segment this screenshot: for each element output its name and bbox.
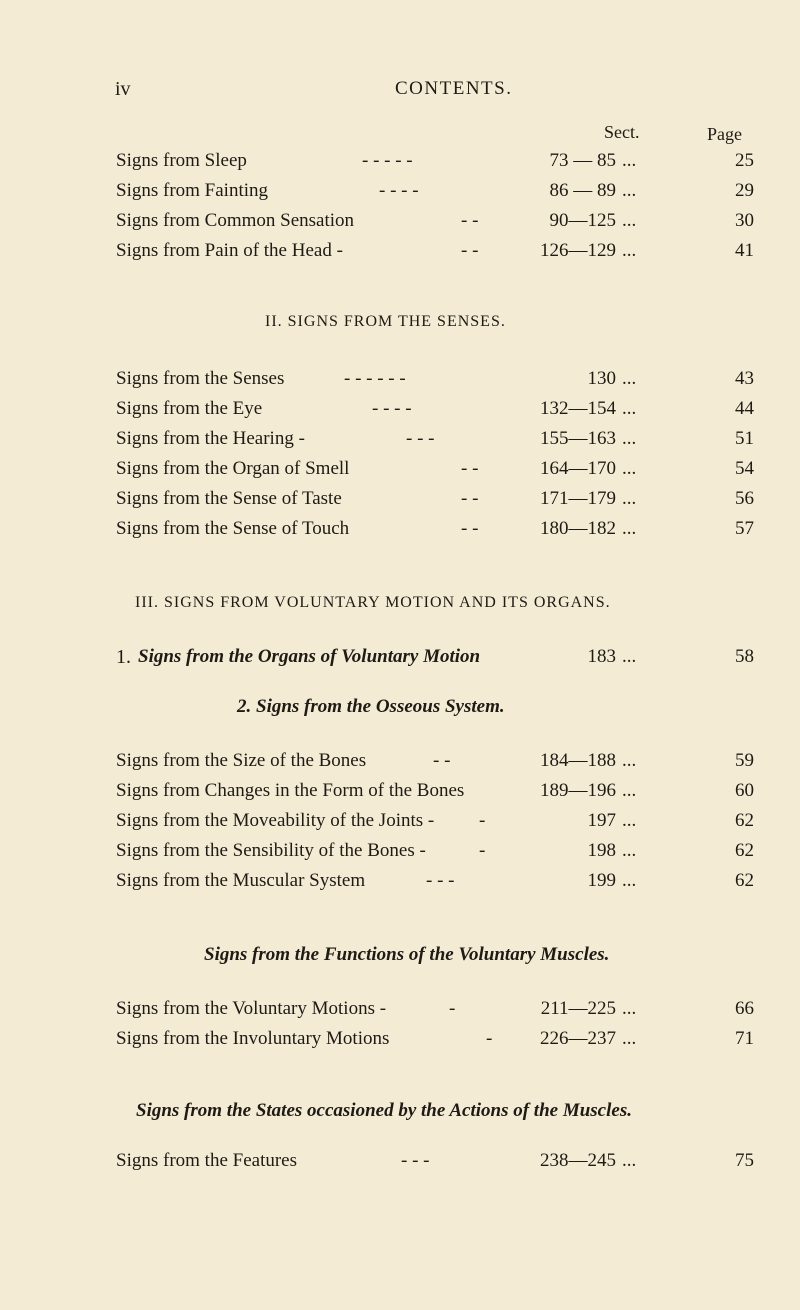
entry-leader: ...: [622, 488, 637, 509]
entry-dashes: - - - -: [379, 180, 419, 201]
entry-page: 58: [735, 646, 754, 667]
entry-sect: 184—188: [540, 750, 616, 771]
entry-leader: ...: [622, 1150, 637, 1171]
entry-dashes: - - -: [426, 870, 455, 891]
toc-entry: [116, 180, 756, 210]
entry-title: Signs from the Sensibility of the Bones -: [116, 840, 426, 861]
entry-sect: 73 — 85: [549, 150, 616, 171]
entry-page: 57: [735, 518, 754, 539]
entry-leader: ...: [622, 428, 637, 449]
toc-entry: [116, 810, 756, 840]
entry-dashes: - - - - - -: [344, 368, 406, 389]
entry-sect: 132—154: [540, 398, 616, 419]
section-heading: II. SIGNS FROM THE SENSES.: [265, 313, 506, 330]
entry-leader: ...: [622, 998, 637, 1019]
toc-entry: [116, 840, 756, 870]
entry-leader: ...: [622, 750, 637, 771]
toc-entry: [116, 150, 756, 180]
entry-dashes: - -: [461, 240, 479, 261]
toc-entry: [116, 488, 756, 518]
entry-sect: 86 — 89: [549, 180, 616, 201]
entry-page: 59: [735, 750, 754, 771]
toc-entry: [116, 398, 756, 428]
entry-page: 56: [735, 488, 754, 509]
entry-page: 62: [735, 810, 754, 831]
entry-leader: ...: [622, 398, 637, 419]
entry-dashes: - -: [461, 488, 479, 509]
entry-sect: 198: [587, 840, 616, 861]
page-column-head: Page: [707, 124, 742, 144]
entry-sect: 130: [587, 368, 616, 389]
entry-title: Signs from the Organ of Smell: [116, 458, 350, 479]
entry-sect: 183: [587, 646, 616, 667]
entry-title: Signs from Common Sensation: [116, 210, 355, 231]
running-head: CONTENTS.: [395, 78, 513, 99]
entry-sect: 197: [587, 810, 616, 831]
entry-page: 25: [735, 150, 754, 171]
entry-leader: ...: [622, 180, 637, 201]
toc-entry: [116, 1150, 756, 1180]
toc-entry: [116, 518, 756, 548]
entry-page: 60: [735, 780, 754, 801]
entry-dashes: - -: [433, 750, 451, 771]
entry-title: Signs from the Muscular System: [116, 870, 366, 891]
subsection-heading: 2. Signs from the Osseous System.: [237, 696, 505, 717]
entry-leader: ...: [622, 1028, 637, 1049]
entry-leader: ...: [622, 870, 637, 891]
entry-page: 44: [735, 398, 754, 419]
entry-dashes: -: [479, 840, 486, 861]
entry-sect: 90—125: [549, 210, 616, 231]
entry-leader: ...: [622, 210, 637, 231]
entry-title: Signs from the Eye: [116, 398, 263, 419]
entry-page: 41: [735, 240, 754, 261]
entry-leader: ...: [622, 646, 637, 667]
toc-entry: [116, 240, 756, 270]
entry-page: 54: [735, 458, 754, 479]
entry-leader: ...: [622, 810, 637, 831]
entry-title: Signs from the Size of the Bones: [116, 750, 367, 771]
entry-dashes: - - -: [406, 428, 435, 449]
entry-sect: 211—225: [540, 998, 616, 1019]
entry-title: Signs from Pain of the Head -: [116, 240, 343, 261]
entry-dashes: - -: [461, 210, 479, 231]
subsection-heading: Signs from the Functions of the Voluntary Muscles.: [204, 944, 610, 965]
entry-page: 51: [735, 428, 754, 449]
entry-number: 1.: [116, 646, 131, 668]
entry-title: Signs from the Involuntary Motions: [116, 1028, 390, 1049]
entry-title: Signs from the Voluntary Motions -: [116, 998, 387, 1019]
entry-leader: ...: [622, 840, 637, 861]
entry-title: Signs from the Hearing -: [116, 428, 305, 449]
entry-page: 75: [735, 1150, 754, 1171]
toc-entry: [116, 998, 756, 1028]
entry-dashes: - -: [461, 518, 479, 539]
toc-entry: [116, 750, 756, 780]
toc-entry: [116, 428, 756, 458]
entry-leader: ...: [622, 458, 637, 479]
entry-title: Signs from Changes in the Form of the Bones: [116, 780, 465, 801]
toc-entry: [116, 368, 756, 398]
entry-sect: 189—196: [540, 780, 616, 801]
entry-sect: 164—170: [540, 458, 616, 479]
entry-page: 43: [735, 368, 754, 389]
entry-title: Signs from the Moveability of the Joints -: [116, 810, 435, 831]
toc-entry: [116, 870, 756, 900]
entry-sect: 238—245: [540, 1150, 616, 1171]
entry-page: 66: [735, 998, 754, 1019]
entry-title: Signs from the Features: [116, 1150, 298, 1171]
entry-page: 71: [735, 1028, 754, 1049]
page-number: iv: [115, 78, 131, 100]
entry-sect: 155—163: [540, 428, 616, 449]
entry-dashes: - -: [461, 458, 479, 479]
entry-title: Signs from the Senses: [116, 368, 285, 389]
entry-sect: 126—129: [540, 240, 616, 261]
entry-sect: 171—179: [540, 488, 616, 509]
entry-page: 62: [735, 870, 754, 891]
entry-leader: ...: [622, 518, 637, 539]
entry-leader: ...: [622, 150, 637, 171]
entry-dashes: -: [449, 998, 456, 1019]
toc-entry: [116, 1028, 756, 1058]
entry-page: 30: [735, 210, 754, 231]
toc-entry: [116, 210, 756, 240]
entry-title: Signs from Sleep: [116, 150, 247, 171]
entry-dashes: - - -: [401, 1150, 430, 1171]
entry-title: Signs from the Sense of Taste: [116, 488, 342, 509]
entry-dashes: - - - -: [372, 398, 412, 419]
entry-title: Signs from Fainting: [116, 180, 269, 201]
entry-leader: ...: [622, 368, 637, 389]
toc-entry: [116, 646, 756, 676]
entry-dashes: -: [479, 810, 486, 831]
toc-entry: [116, 780, 756, 810]
entry-title: Signs from the Sense of Touch: [116, 518, 350, 539]
entry-sect: 180—182: [540, 518, 616, 539]
entry-title: Signs from the Organs of Voluntary Motion: [138, 646, 481, 667]
toc-entry: [116, 458, 756, 488]
entry-dashes: -: [486, 1028, 493, 1049]
entry-sect: 226—237: [540, 1028, 616, 1049]
entry-page: 29: [735, 180, 754, 201]
section-heading: III. SIGNS FROM VOLUNTARY MOTION AND ITS ORGANS.: [135, 594, 611, 611]
entry-dashes: - - - - -: [362, 150, 413, 171]
sect-column-head: Sect.: [604, 122, 640, 142]
subsection-heading: Signs from the States occasioned by the Actions of the Muscles.: [136, 1100, 632, 1121]
entry-sect: 199: [587, 870, 616, 891]
entry-page: 62: [735, 840, 754, 861]
entry-leader: ...: [622, 240, 637, 261]
entry-leader: ...: [622, 780, 637, 801]
